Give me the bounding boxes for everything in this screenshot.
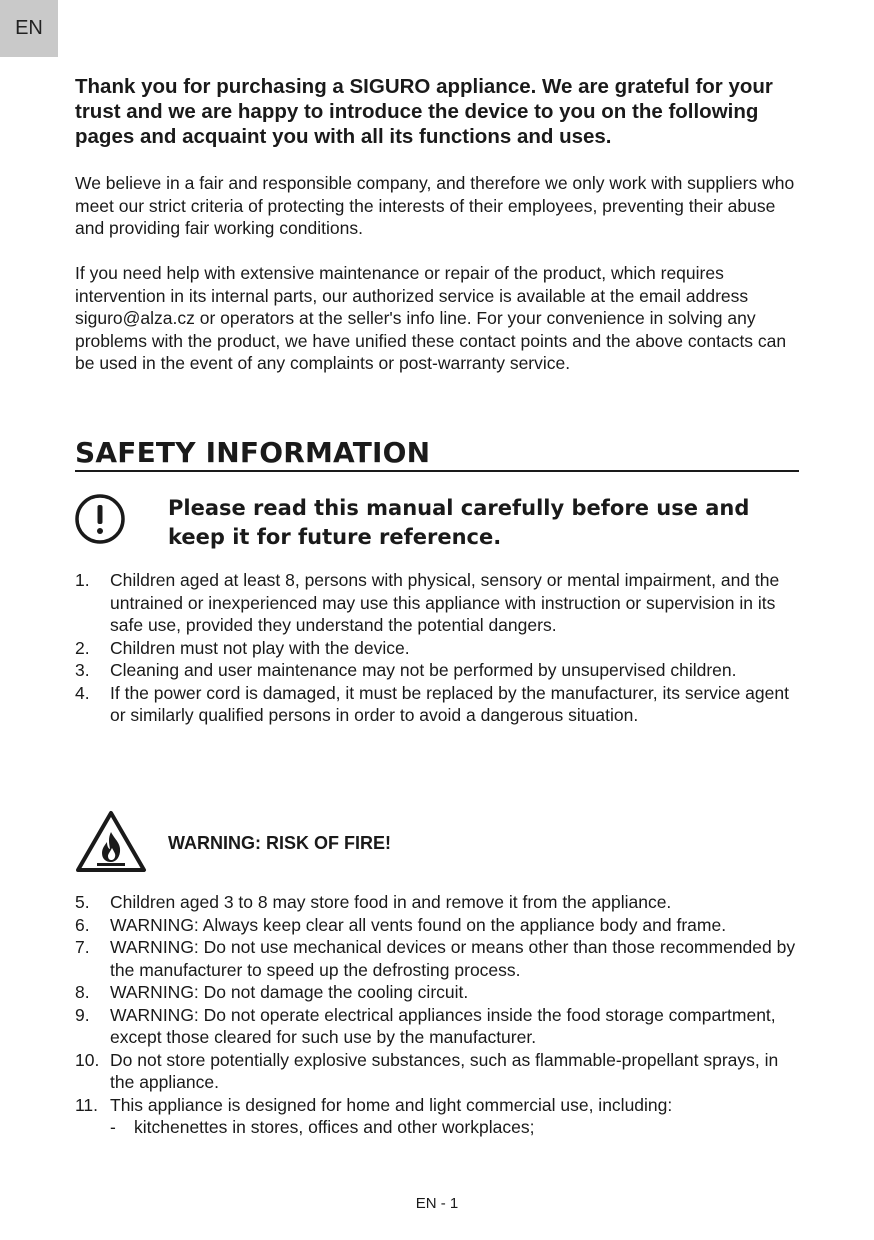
item-text: Cleaning and user maintenance may not be performed by unsupervised children. <box>110 660 737 680</box>
fire-warning-label: WARNING: RISK OF FIRE! <box>168 833 391 853</box>
section-title: SAFETY INFORMATION <box>75 436 431 469</box>
item-number: 2. <box>75 637 90 658</box>
item-number: 1. <box>75 570 90 590</box>
list-item <box>75 891 805 914</box>
item-text: WARNING: Always keep clear all vents found on the appliance body and frame. <box>110 914 727 935</box>
page-number: EN - 1 <box>415 1195 459 1212</box>
list-item <box>75 981 805 1004</box>
safety-list-part-1 <box>75 569 805 727</box>
item-number: 7. <box>75 937 90 957</box>
list-item <box>75 1049 805 1094</box>
item-number: 3. <box>75 660 90 680</box>
item-number: 11. <box>75 1094 99 1115</box>
fire-warning-triangle-icon <box>75 810 147 873</box>
item-number: 6. <box>75 914 90 935</box>
list-item <box>75 1094 805 1139</box>
list-item <box>75 569 805 637</box>
item-number: 4. <box>75 682 90 703</box>
list-item <box>75 637 805 660</box>
fair-company-paragraph: We believe in a fair and responsible company, and therefore we only work with suppliers who meet our strict criteria of protecting the interests of their employees, preventing their abuse and providing fair working conditions. <box>75 173 795 238</box>
item-text: Do not store potentially explosive substances, such as flammable-propellant sprays, in the appliance. <box>110 1049 779 1092</box>
item-number: 10. <box>75 1049 100 1070</box>
service-contact-paragraph: If you need help with extensive maintenance or repair of the product, which requires intervention in its internal parts, our authorized service is available at the email address siguro@alza.cz or operators at the seller's info line. For your convenience in solving any problems with the product, we have unified these contact points and the above contacts can be used in the event of any complaints or post-warranty service. <box>75 263 787 373</box>
item-text: This appliance is designed for home and light commercial use, including: <box>110 1094 673 1115</box>
item-text: Children aged at least 8, persons with physical, sensory or mental impairment, and the untrained or inexperienced may use this appliance with instruction or supervision in its safe use, provided they understand the potential dangers. <box>110 570 780 635</box>
item-text: WARNING: Do not damage the cooling circuit. <box>110 982 469 1002</box>
sub-item-dash: - <box>110 1117 116 1137</box>
item-text: Children aged 3 to 8 may store food in and remove it from the appliance. <box>110 892 672 912</box>
list-item <box>75 1004 805 1049</box>
list-item <box>75 936 805 981</box>
sub-item <box>110 1116 805 1139</box>
item-number: 5. <box>75 892 90 912</box>
list-item <box>75 659 805 682</box>
list-item <box>75 914 805 937</box>
item-text: WARNING: Do not operate electrical appliances inside the food storage compartment, except those cleared for such use by the manufacturer. <box>110 1004 776 1047</box>
item-text: If the power cord is damaged, it must be replaced by the manufacturer, its service agent or similarly qualified persons in order to avoid a dangerous situation. <box>110 682 789 725</box>
item-text: Children must not play with the device. <box>110 637 410 658</box>
section-divider <box>75 470 799 472</box>
safety-list-part-2 <box>75 891 805 1139</box>
item-number: 9. <box>75 1004 90 1025</box>
language-tab: EN <box>0 0 58 57</box>
exclamation-circle-icon <box>74 493 126 545</box>
item-number: 8. <box>75 982 90 1002</box>
list-item <box>75 682 805 727</box>
sub-item-text: kitchenettes in stores, offices and other workplaces; <box>134 1117 535 1137</box>
read-manual-notice: Please read this manual carefully before use and keep it for future reference. <box>168 496 750 549</box>
item-text: WARNING: Do not use mechanical devices or means other than those recommended by the manufacturer to speed up the defrosting process. <box>110 937 796 980</box>
intro-paragraph: Thank you for purchasing a SIGURO appliance. We are grateful for your trust and we are happy to introduce the device to you on the following pages and acquaint you with all its functions and uses. <box>75 75 773 148</box>
